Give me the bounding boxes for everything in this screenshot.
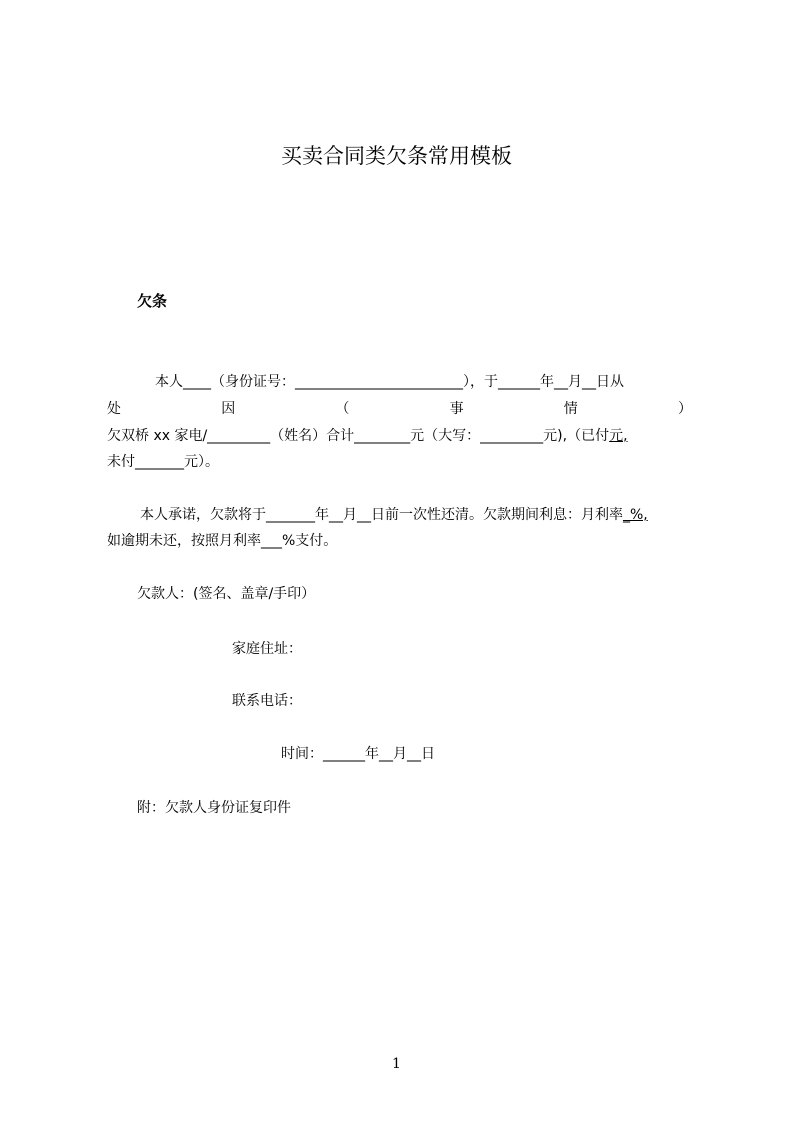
- p1-line1: 本人____（身份证号：________________________），于______年__月__日从: [155, 374, 624, 390]
- page-number: 1: [392, 1056, 401, 1072]
- attachment-note: 附：欠款人身份证复印件: [137, 800, 291, 816]
- p2-line1-text: 本人承诺，欠款将于_______年__月__日前一次性还清。欠款期间利息：月利率: [140, 507, 623, 523]
- p1-line2-word: 情: [563, 401, 578, 417]
- p1-line2-word: ）: [677, 401, 692, 417]
- p1-line3: [107, 427, 628, 445]
- p1-line3-text: 欠双桥 xx 家电/_________（姓名）合计________元（大写：_________元),（已付: [107, 428, 610, 444]
- p1-line2: [107, 400, 692, 418]
- p1-line3-tail: 元,: [609, 428, 628, 444]
- debtor-signature-label: 欠款人：(签名、盖章/手印）: [137, 586, 316, 602]
- date-label: 时间：______年__月__日: [281, 746, 435, 762]
- p2-line1-tail: _%,: [623, 507, 648, 523]
- p1-line4: 未付_______元）。: [107, 454, 219, 470]
- p1-line2-word: 因: [221, 401, 236, 417]
- p1-line2-word: 事: [449, 401, 464, 417]
- p1-line2-word: （: [335, 401, 350, 417]
- document-title: 买卖合同类欠条常用模板: [281, 144, 512, 168]
- home-address-label: 家庭住址：: [232, 641, 302, 657]
- section-heading: 欠条: [137, 292, 168, 310]
- phone-label: 联系电话：: [232, 693, 302, 709]
- p2-line2: 如逾期未还，按照月利率___%支付。: [107, 533, 338, 549]
- p2-line1: [140, 506, 648, 524]
- p1-line2-word: 处: [107, 401, 121, 417]
